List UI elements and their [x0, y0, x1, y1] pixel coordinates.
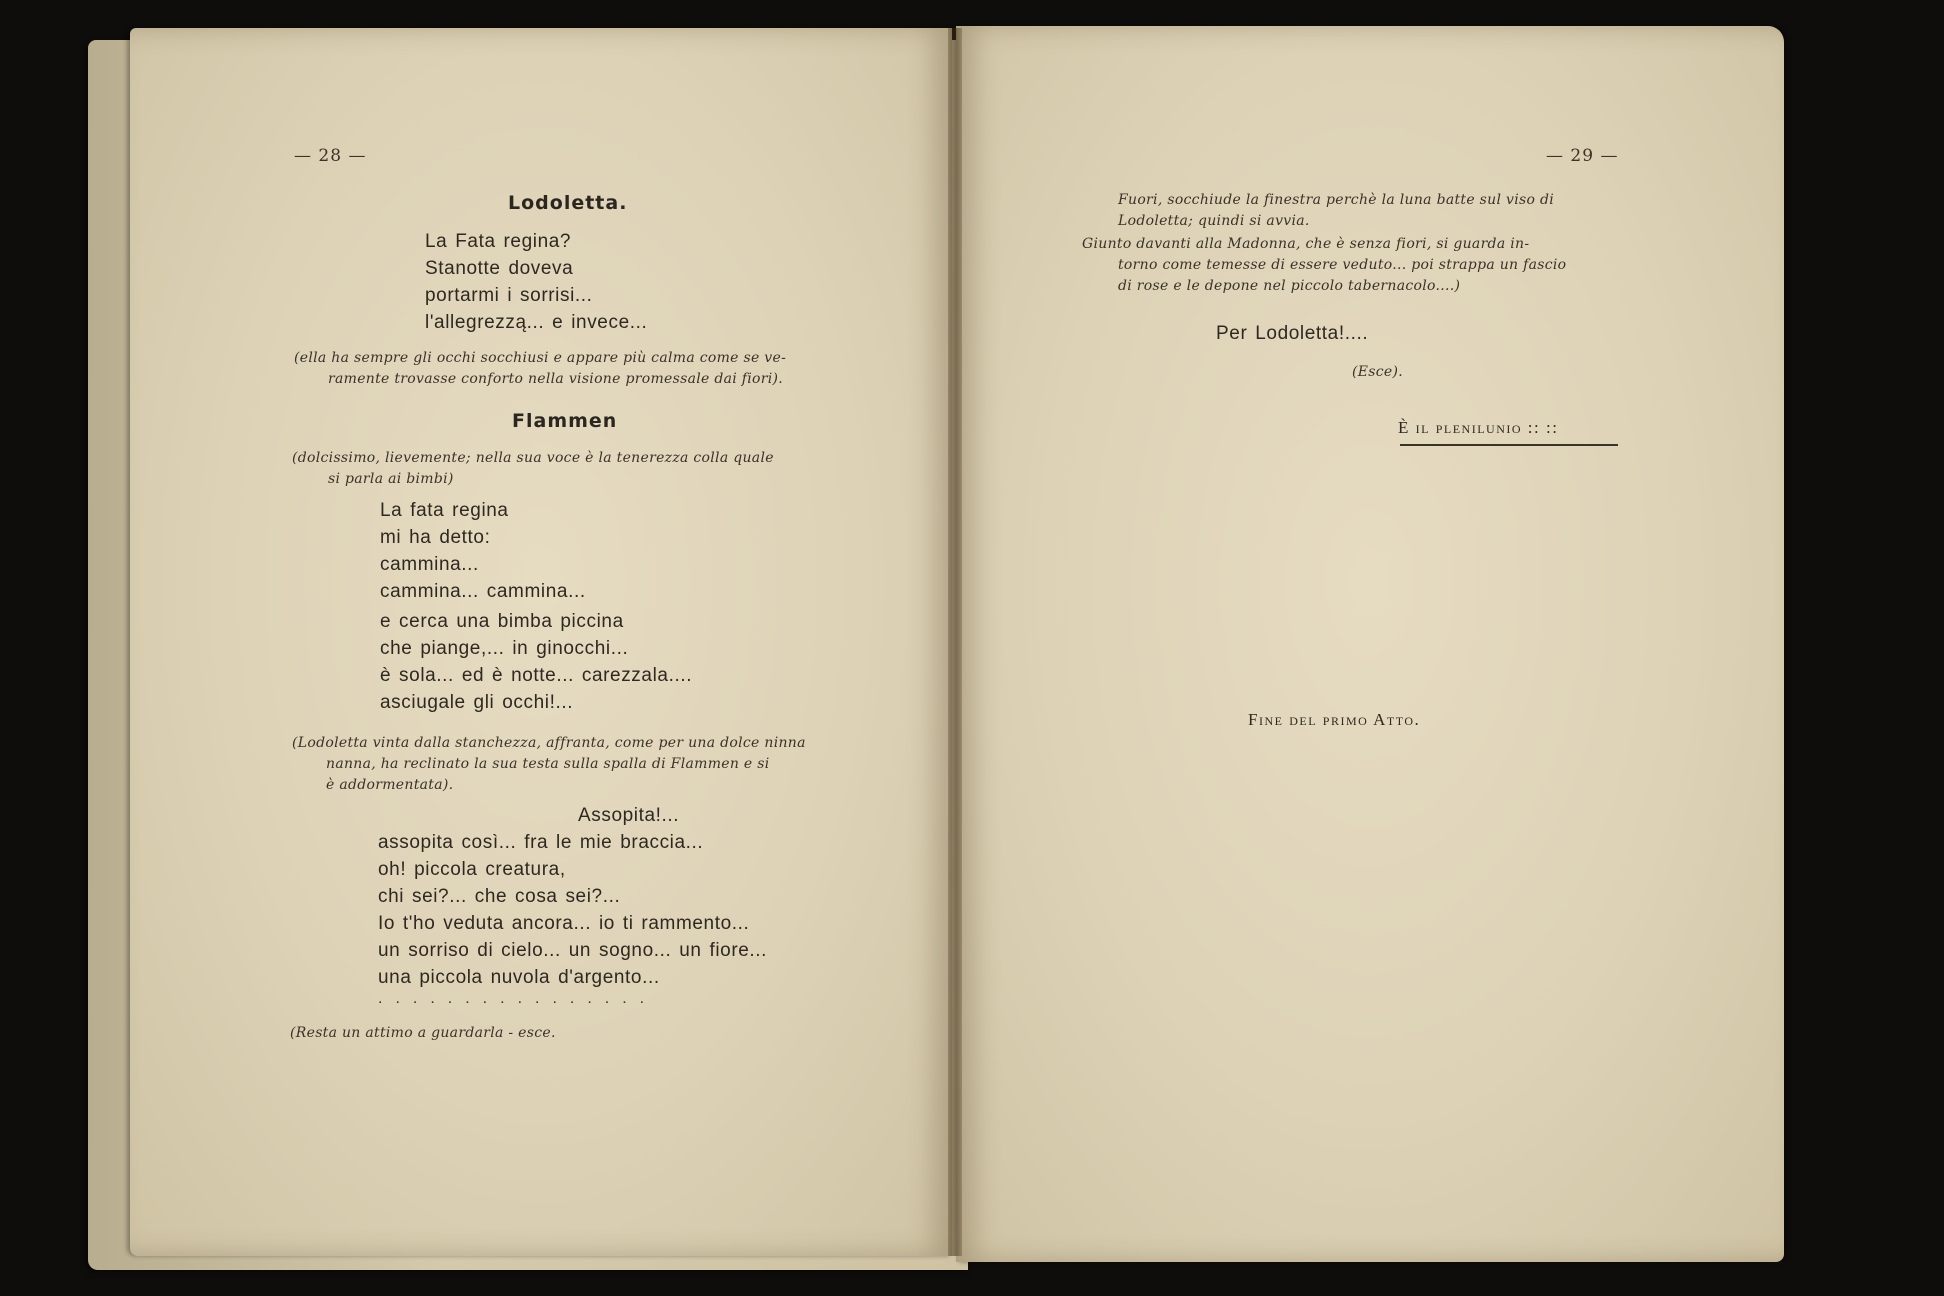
scene-note: È il plenilunio :: ::: [1398, 418, 1559, 437]
end-of-act-note: Fine del primo Atto.: [1248, 710, 1421, 729]
verse-line: e cerca una bimba piccina: [380, 611, 624, 632]
stage-line: (ella ha sempre gli occhi socchiusi e appare più calma come se ve-: [294, 350, 787, 366]
verse-line: una piccola nuvola d'argento...: [378, 967, 660, 988]
stage-direction-1: [294, 348, 786, 390]
verse-line: cammina...: [380, 554, 479, 575]
page-number-right: — 29 —: [1546, 146, 1619, 166]
verse-line-assopita: Assopita!...: [578, 805, 680, 826]
stage-direction-3: [292, 733, 806, 796]
stage-line: Lodoletta; quindi si avvia.: [1118, 213, 1310, 229]
ellipsis-row: ................: [378, 990, 658, 1007]
verse-line: chi sei?... che cosa sei?...: [378, 886, 621, 907]
stage-line: (Lodoletta vinta dalla stanchezza, affranta, come per una dolce ninna: [292, 735, 806, 751]
verse-line: mi ha detto:: [380, 527, 491, 548]
scene-note-rule: [1400, 444, 1618, 446]
stage-line: è addormentata).: [326, 777, 454, 793]
verse-line: cammina... cammina...: [380, 581, 586, 602]
verse-line: assopita così... fra le mie braccia...: [378, 832, 704, 853]
verse-block-flammen-2: [380, 608, 692, 716]
stage-line: di rose e le depone nel piccolo tabernacolo....): [1118, 278, 1461, 294]
stage-direction-esce: (Esce).: [1352, 364, 1404, 380]
verse-block-flammen-3: [378, 829, 767, 991]
character-heading-lodoletta: Lodoletta.: [508, 192, 628, 214]
verse-line: La fata regina: [380, 500, 509, 521]
stage-line: Fuori, socchiude la finestra perchè la luna batte sul viso di: [1118, 192, 1554, 208]
verse-line: è sola... ed è notte... carezzala....: [380, 665, 693, 686]
stage-direction-right-2: [1082, 234, 1566, 297]
stage-direction-right-1: [1118, 190, 1554, 232]
stage-line: (dolcissimo, lievemente; nella sua voce è la tenerezza colla quale: [292, 450, 774, 466]
verse-line: che piange,... in ginocchi...: [380, 638, 629, 659]
verse-line: asciugale gli occhi!...: [380, 692, 574, 713]
character-heading-flammen: Flammen: [512, 410, 618, 432]
verse-line: Io t'ho veduta ancora... io ti rammento...: [378, 913, 750, 934]
verse-line: portarmi i sorrisi...: [425, 285, 593, 306]
page-number-left: — 28 —: [294, 146, 367, 166]
verse-line: l'allegrezzą... e invece...: [425, 312, 648, 333]
verse-line: un sorriso di cielo... un sogno... un fiore...: [378, 940, 768, 961]
stage-line: ramente trovasse conforto nella visione promessale dai fiori).: [328, 371, 784, 387]
verse-block-flammen-1: [380, 497, 586, 605]
stage-line: si parla ai bimbi): [328, 471, 454, 487]
verse-line: La Fata regina?: [425, 231, 572, 252]
stage-line: nanna, ha reclinato la sua testa sulla spalla di Flammen e si: [326, 756, 770, 772]
verse-line: oh! piccola creatura,: [378, 859, 566, 880]
verse-line-per-lodoletta: Per Lodoletta!....: [1216, 323, 1369, 344]
stage-line: torno come temesse di essere veduto... poi strappa un fascio: [1118, 257, 1567, 273]
verse-block-lodoletta: [425, 228, 647, 336]
book-gutter: [948, 28, 962, 1256]
stage-line: Giunto davanti alla Madonna, che è senza fiori, si guarda in-: [1082, 236, 1530, 252]
stage-direction-2: [292, 448, 774, 490]
stage-direction-4: (Resta un attimo a guardarla - esce.: [290, 1025, 556, 1041]
verse-line: Stanotte doveva: [425, 258, 574, 279]
